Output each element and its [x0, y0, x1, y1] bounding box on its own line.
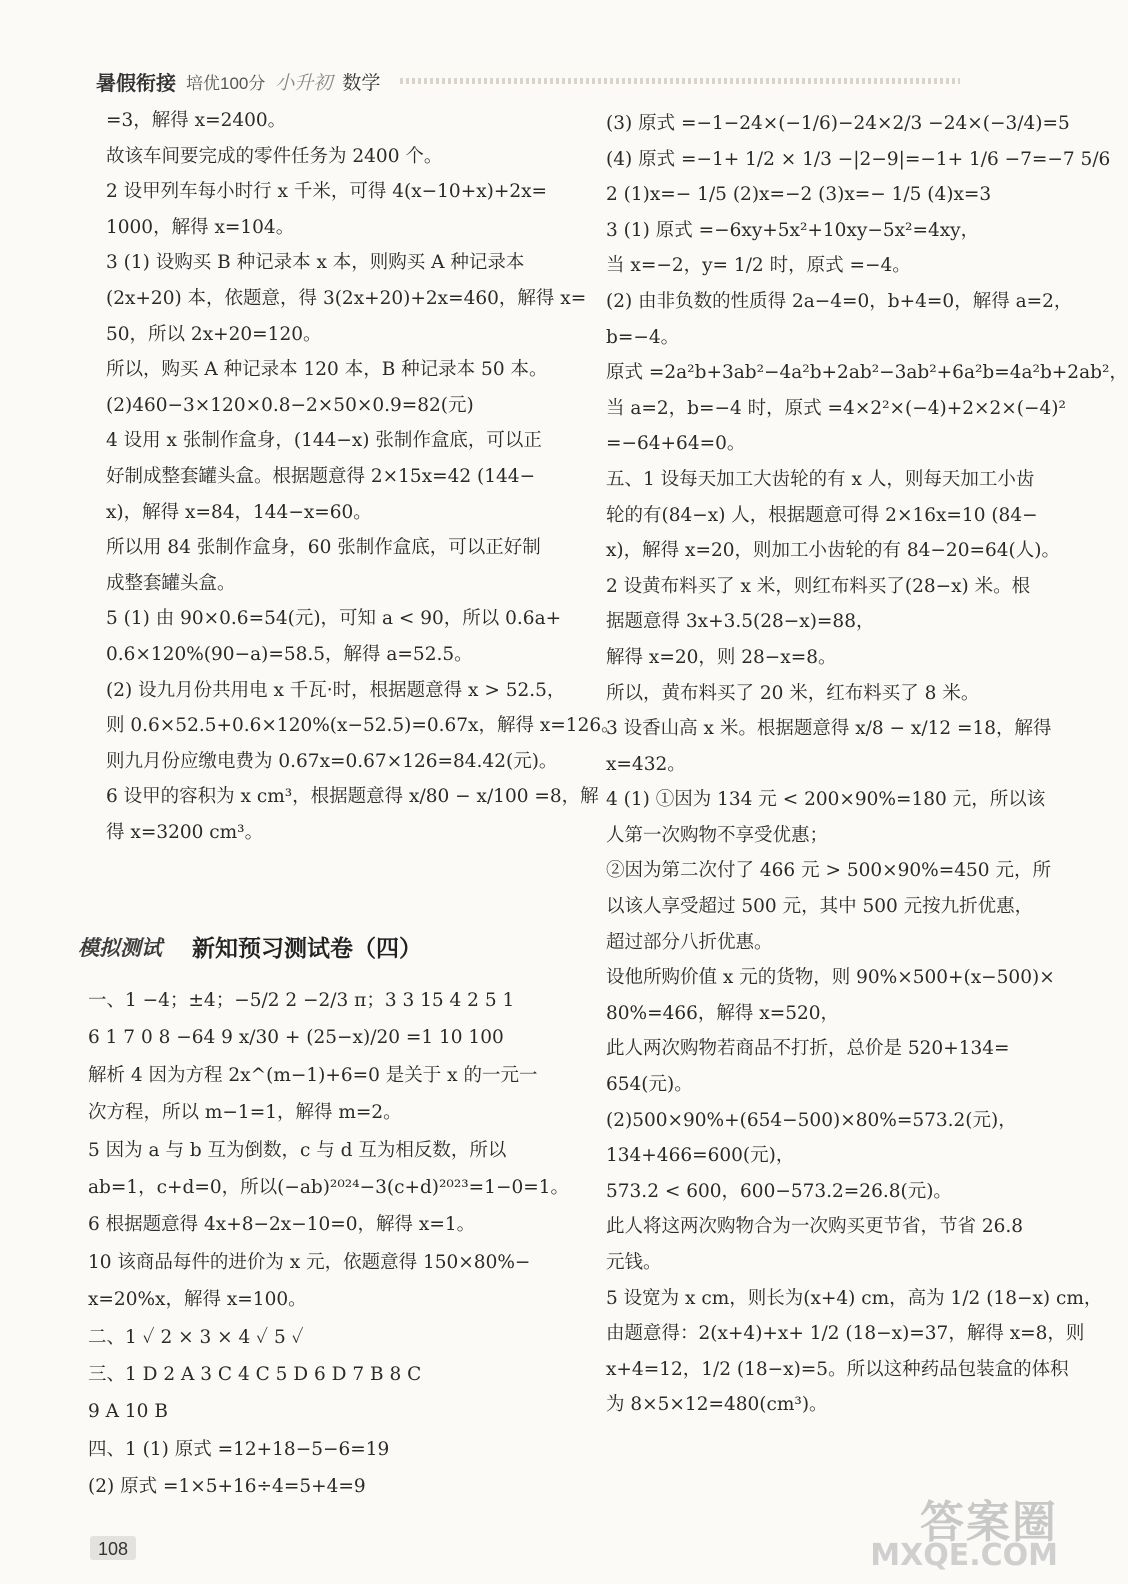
text-line: 人第一次购物不享受优惠；: [606, 824, 829, 846]
text-line: 则 0.6×52.5+0.6×120%(x−52.5)=0.67x，解得 x=126。: [106, 715, 620, 737]
text-line: 573.2 < 600，600−573.2=26.8(元)。: [606, 1180, 952, 1202]
text-line: 2 设黄布料买了 x 米，则红布料买了(28−x) 米。根: [606, 575, 1031, 597]
header-subject: 数学: [342, 71, 381, 94]
watermark-logo: 答案圈: [920, 1497, 1058, 1548]
text-line: 解析 4 因为方程 2x^(m−1)+6=0 是关于 x 的一元一: [88, 1064, 538, 1086]
text-line: =−64+64=0。: [606, 433, 746, 455]
text-line: 654(元)。: [606, 1074, 693, 1096]
text-line: 故该车间要完成的零件任务为 2400 个。: [106, 145, 443, 167]
text-line: 好制成整套罐头盒。根据题意得 2×15x=42 (144−: [106, 465, 536, 487]
text-line: 原式 =2a²b+3ab²−4a²b+2ab²−3ab²+6a²b=4a²b+2ab²，: [606, 362, 1128, 384]
text-line: 则九月份应缴电费为 0.67x=0.67×126=84.42(元)。: [106, 750, 558, 772]
text-line: 2 设甲列车每小时行 x 千米，可得 4(x−10+x)+2x=: [106, 181, 548, 203]
text-line: 当 x=−2，y= 1/2 时，原式 =−4。: [606, 255, 911, 277]
header-grade: 小升初: [275, 71, 333, 94]
text-line: 次方程，所以 m−1=1，解得 m=2。: [88, 1102, 402, 1124]
text-line: (4) 原式 =−1+ 1/2 × 1/3 −|2−9|=−1+ 1/6 −7=−7 5/6: [606, 148, 1111, 170]
text-line: 一、1 −4；±4；−5/2 2 −2/3 π；3 3 15 4 2 5 1: [88, 990, 515, 1011]
text-line: 2 (1)x=− 1/5 (2)x=−2 (3)x=− 1/5 (4)x=3: [606, 184, 992, 206]
watermark-url: MXQE.COM: [870, 1538, 1058, 1573]
text-line: 解得 x=20，则 28−x=8。: [606, 646, 837, 668]
text-line: 10 该商品每件的进价为 x 元，依题意得 150×80%−: [88, 1251, 531, 1273]
text-line: 为 8×5×12=480(cm³)。: [606, 1394, 828, 1416]
text-line: 当 a=2，b=−4 时，原式 =4×2²×(−4)+2×2×(−4)²: [606, 397, 1066, 419]
text-line: (2) 原式 =1×5+16÷4=5+4=9: [88, 1476, 366, 1498]
text-line: 二、1 ✓ 2 × 3 × 4 ✓ 5 ✓: [88, 1326, 304, 1348]
text-line: 6 设甲的容积为 x cm³，根据题意得 x/80 − x/100 =8，解: [106, 786, 599, 808]
text-line: 此人两次购物若商品不打折，总价是 520+134=: [606, 1038, 1010, 1060]
page-header: [96, 64, 960, 98]
text-line: ②因为第二次付了 466 元 > 500×90%=450 元，所: [606, 860, 1051, 882]
text-line: 3 (1) 原式 =−6xy+5x²+10xy−5x²=4xy，: [606, 219, 980, 241]
text-line: 超过部分八折优惠。: [606, 931, 773, 953]
text-line: 以该人享受超过 500 元，其中 500 元按九折优惠，: [606, 896, 1034, 918]
section-heading: [78, 930, 422, 963]
text-line: (2x+20) 本，依题意，得 3(2x+20)+2x=460，解得 x=: [106, 287, 587, 309]
text-line: 由题意得：2(x+4)+x+ 1/2 (18−x)=37，解得 x=8，则: [606, 1323, 1085, 1345]
text-line: 所以，购买 A 种记录本 120 本，B 种记录本 50 本。: [106, 359, 548, 381]
section-title: 新知预习测试卷（四）: [192, 936, 422, 962]
text-line: 134+466=600(元)，: [606, 1145, 795, 1167]
text-line: 轮的有(84−x) 人，根据题意可得 2×16x=10 (84−: [606, 504, 1038, 526]
text-line: 5 设宽为 x cm，则长为(x+4) cm，高为 1/2 (18−x) cm，: [606, 1287, 1103, 1309]
text-line: (2)500×90%+(654−500)×80%=573.2(元)，: [606, 1109, 1017, 1131]
text-line: x)，解得 x=84，144−x=60。: [106, 501, 372, 523]
left-column-lower: [88, 982, 569, 1506]
text-line: 50，所以 2x+20=120。: [106, 323, 322, 345]
header-brand: 暑假衔接: [96, 70, 176, 95]
text-line: (3) 原式 =−1−24×(−1/6)−24×2/3 −24×(−3/4)=5: [606, 113, 1070, 134]
text-line: 3 (1) 设购买 B 种记录本 x 本，则购买 A 种记录本: [106, 252, 525, 274]
text-line: 6 1 7 0 8 −64 9 x/30 + (25−x)/20 =1 10 100: [88, 1027, 504, 1049]
text-line: 4 (1) ①因为 134 元 < 200×90%=180 元，所以该: [606, 789, 1046, 811]
text-line: 5 (1) 由 90×0.6=54(元)，可知 a < 90，所以 0.6a+: [106, 608, 562, 630]
text-line: 元钱。: [606, 1252, 662, 1273]
text-line: 3 设香山高 x 米。根据题意得 x/8 − x/12 =18，解得: [606, 718, 1052, 740]
text-line: 4 设用 x 张制作盒身，(144−x) 张制作盒底，可以正: [106, 430, 542, 452]
header-sub: 培优100分: [186, 73, 266, 93]
right-column: [606, 106, 1128, 1423]
text-line: x=432。: [606, 753, 686, 775]
text-line: 得 x=3200 cm³。: [106, 821, 264, 843]
text-line: =3，解得 x=2400。: [106, 110, 287, 131]
section-tag: 模拟测试: [78, 935, 162, 960]
text-line: 80%=466，解得 x=520，: [606, 1002, 840, 1024]
text-line: 成整套罐头盒。: [106, 572, 236, 594]
text-line: 6 根据题意得 4x+8−2x−10=0，解得 x=1。: [88, 1214, 476, 1236]
text-line: 四、1 (1) 原式 =12+18−5−6=19: [88, 1438, 390, 1460]
text-line: 设他所购价值 x 元的货物，则 90%×500+(x−500)×: [606, 967, 1055, 989]
text-line: x=20%x，解得 x=100。: [88, 1289, 307, 1311]
left-column: [106, 103, 620, 850]
text-line: 三、1 D 2 A 3 C 4 C 5 D 6 D 7 B 8 C: [88, 1364, 422, 1386]
text-line: x)，解得 x=20，则加工小齿轮的有 84−20=64(人)。: [606, 540, 1060, 562]
text-line: 5 因为 a 与 b 互为倒数，c 与 d 互为相反数，所以: [88, 1139, 507, 1161]
text-line: 此人将这两次购物合为一次购买更节省，节省 26.8: [606, 1216, 1024, 1238]
text-line: 0.6×120%(90−a)=58.5，解得 a=52.5。: [106, 643, 473, 665]
text-line: ab=1，c+d=0，所以(−ab)²⁰²⁴−3(c+d)²⁰²³=1−0=1。: [88, 1177, 569, 1199]
text-line: (2) 由非负数的性质得 2a−4=0，b+4=0，解得 a=2，: [606, 290, 1073, 312]
text-line: 1000，解得 x=104。: [106, 216, 295, 238]
page-number: 108: [90, 1536, 136, 1560]
text-line: x+4=12，1/2 (18−x)=5。所以这种药品包装盒的体积: [606, 1358, 1069, 1380]
text-line: (2)460−3×120×0.8−2×50×0.9=82(元): [106, 394, 474, 416]
text-line: 9 A 10 B: [88, 1401, 168, 1423]
text-line: (2) 设九月份共用电 x 千瓦·时，根据题意得 x > 52.5，: [106, 679, 566, 701]
text-line: b=−4。: [606, 326, 680, 348]
header-rule: [400, 78, 960, 84]
text-line: 五、1 设每天加工大齿轮的有 x 人，则每天加工小齿: [606, 468, 1035, 490]
text-line: 所以用 84 张制作盒身，60 张制作盒底，可以正好制: [106, 537, 541, 559]
text-line: 据题意得 3x+3.5(28−x)=88，: [606, 611, 875, 633]
text-line: 所以，黄布料买了 20 米，红布料买了 8 米。: [606, 682, 980, 704]
